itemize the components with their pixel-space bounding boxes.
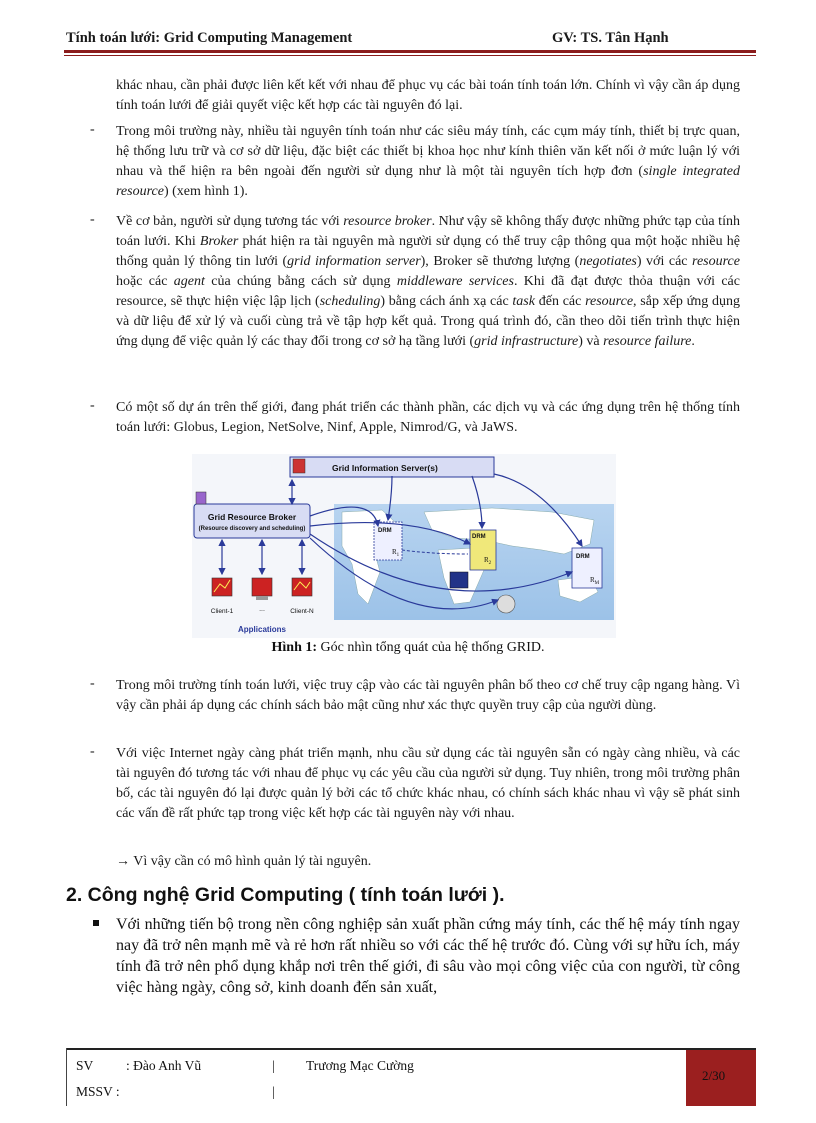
- paragraph-internet-growth: Với việc Internet ngày càng phát triển mạnh, nhu cầu sử dụng các tài nguyên sẵn có ngày càng nhiều, và các tài nguyên đó tương tác với nhau để phục vụ các yêu cầu của người sử dụng. Tuy nhiên, trong môi trường phân bố, các tài nguyên đó lại được quản lý bởi các tổ chức khác nhau, có chính sách khác nhau vì vậy sẽ phát sinh các vấn đề rất phức tạp trong việc kết hợp các tài nguyên này với nhau.: [116, 746, 740, 821]
- drm-2-label: DRM: [472, 534, 486, 540]
- r2-label: $R_2$: [484, 556, 492, 566]
- dash-bullet: -: [90, 212, 95, 227]
- footer-rule: [66, 1048, 756, 1050]
- r1-label: $R_1$: [392, 548, 400, 558]
- figure-caption: Hình 1: Góc nhìn tổng quát của hệ thống GRID.: [271, 640, 545, 655]
- info-server-label: Grid Information Server(s): [332, 463, 438, 473]
- square-bullet-icon: [93, 920, 99, 926]
- conclusion-line: → Vì vậy cần có mô hình quản lý tài nguyên.: [116, 854, 372, 869]
- paragraph-access-security: Trong môi trường tính toán lưới, việc truy cập vào các tài nguyên phân bố theo cơ chế truy cập ngang hàng. Vì vậy cần phải áp dụng các chính sách bảo mật cũng như xác thực quyền truy cập của người dùng.: [116, 678, 740, 713]
- footer-sv-label: SV: [76, 1058, 94, 1073]
- client-n-icon: [292, 578, 312, 596]
- dash-bullet: -: [90, 744, 95, 759]
- rm-label: $R_M$: [590, 576, 600, 586]
- satellite-dish-icon: [497, 595, 515, 613]
- section-body: Với những tiến bộ trong nền công nghiệp sản xuất phần cứng máy tính, các thế hệ máy tính ngay nay đã trở nên mạnh mẽ và rẻ hơn rất nhiều so với các thế hệ trước đó. Cùng với sự hữu ích, máy tính đã trở nên phổ dụng khắp nơi trên thế giới, đi sâu vào mọi công việc của con người, từ công việc hàng ngày, công sở, kinh doanh đến sản xuất,: [116, 916, 740, 996]
- footer-separator-2: |: [272, 1084, 275, 1099]
- footer-separator: |: [272, 1058, 275, 1073]
- header-rule: [64, 50, 756, 53]
- footer-sv-name: : Đào Anh Vũ: [126, 1058, 202, 1073]
- dash-bullet: -: [90, 676, 95, 691]
- dash-bullet: -: [90, 122, 95, 137]
- header-course-title: Tính toán lưới: Grid Computing Management: [66, 30, 353, 46]
- section-heading: 2. Công nghệ Grid Computing ( tính toán lưới ).: [66, 884, 505, 906]
- client-ellipsis-label: ...: [259, 606, 265, 613]
- header-instructor: GV: TS. Tân Hạnh: [552, 30, 669, 46]
- applications-label: Applications: [238, 625, 287, 634]
- broker-icon: [196, 492, 206, 504]
- page-number: 2/30: [702, 1068, 726, 1083]
- client-dots-icon: [252, 578, 272, 596]
- page-header: [66, 30, 752, 50]
- page-footer: [66, 1048, 756, 1108]
- dash-bullet: -: [90, 398, 95, 413]
- broker-subtitle: (Resource discovery and scheduling): [198, 526, 306, 532]
- broker-title: Grid Resource Broker: [207, 512, 297, 522]
- paragraph-grid-projects: Có một số dự án trên thế giới, đang phát triển các thành phần, các dịch vụ và các ứng dụng trên hệ thống tính toán lưới: Globus, Legion, NetSolve, Ninf, Apple, Nimrod/G, và JaWS.: [116, 400, 740, 435]
- client-n-label: Client-N: [290, 608, 314, 615]
- client-1-label: Client-1: [210, 608, 234, 615]
- info-server-icon: [293, 459, 305, 473]
- paragraph-grid-resources: Trong môi trường này, nhiều tài nguyên tính toán như các siêu máy tính, các cụm máy tính, thiết bị trực quan, hệ thống lưu trữ và cơ sở dữ liệu, đặc biệt các thiết bị khoa học như kính thiên văn kết nối ở mức luận lý với nhau và thể hiện ra bên ngoài đến người sử dụng như là một tài nguyên tích hợp đơn (single integrated resource) (xem hình 1).: [116, 124, 740, 199]
- footer-mssv-label: MSSV :: [76, 1084, 120, 1099]
- drm-m-label: DRM: [576, 554, 590, 560]
- header-rule-thin: [64, 55, 756, 56]
- paragraph-resource-broker: Về cơ bản, người sử dụng tương tác với resource broker. Như vậy sẽ không thấy được những phức tạp của tính toán lưới. Khi Broker phát hiện ra tài nguyên mà người sử dụng có thể truy cập thông qua một hoặc nhiều hệ thống quản lý thông tin lưới (grid information server), Broker sẽ thương lượng (negotiates) với các resource hoặc các agent của chúng bằng cách sử dụng middleware services. Khi đã đạt được thỏa thuận với các resource, sẽ thực hiện việc lập lịch (scheduling) bằng cách ánh xạ các task đến các resource, sắp xếp ứng dụng và dữ liệu để xử lý và cuối cùng trả về tập hợp kết quả. Trong quá trình đó, cần theo dõi tiến trình thực hiện ứng dụng để việc quản lý các thay đổi trong cơ sở hạ tầng lưới (grid infrastructure) và resource failure.: [116, 214, 741, 349]
- paragraph-continuation: khác nhau, cần phải được liên kết kết với nhau để phục vụ các bài toán tính toán lớn. Chính vì vậy cần áp dụng tính toán lưới để giải quyết việc kết hợp các tài nguyên đó lại.: [116, 78, 740, 113]
- grid-architecture-figure: [192, 454, 616, 638]
- storage-cylinders-icon: [450, 572, 468, 588]
- footer-left-border: [66, 1048, 67, 1106]
- footer-name-2: Trương Mạc Cường: [306, 1058, 414, 1073]
- drm-1-label: DRM: [378, 528, 392, 534]
